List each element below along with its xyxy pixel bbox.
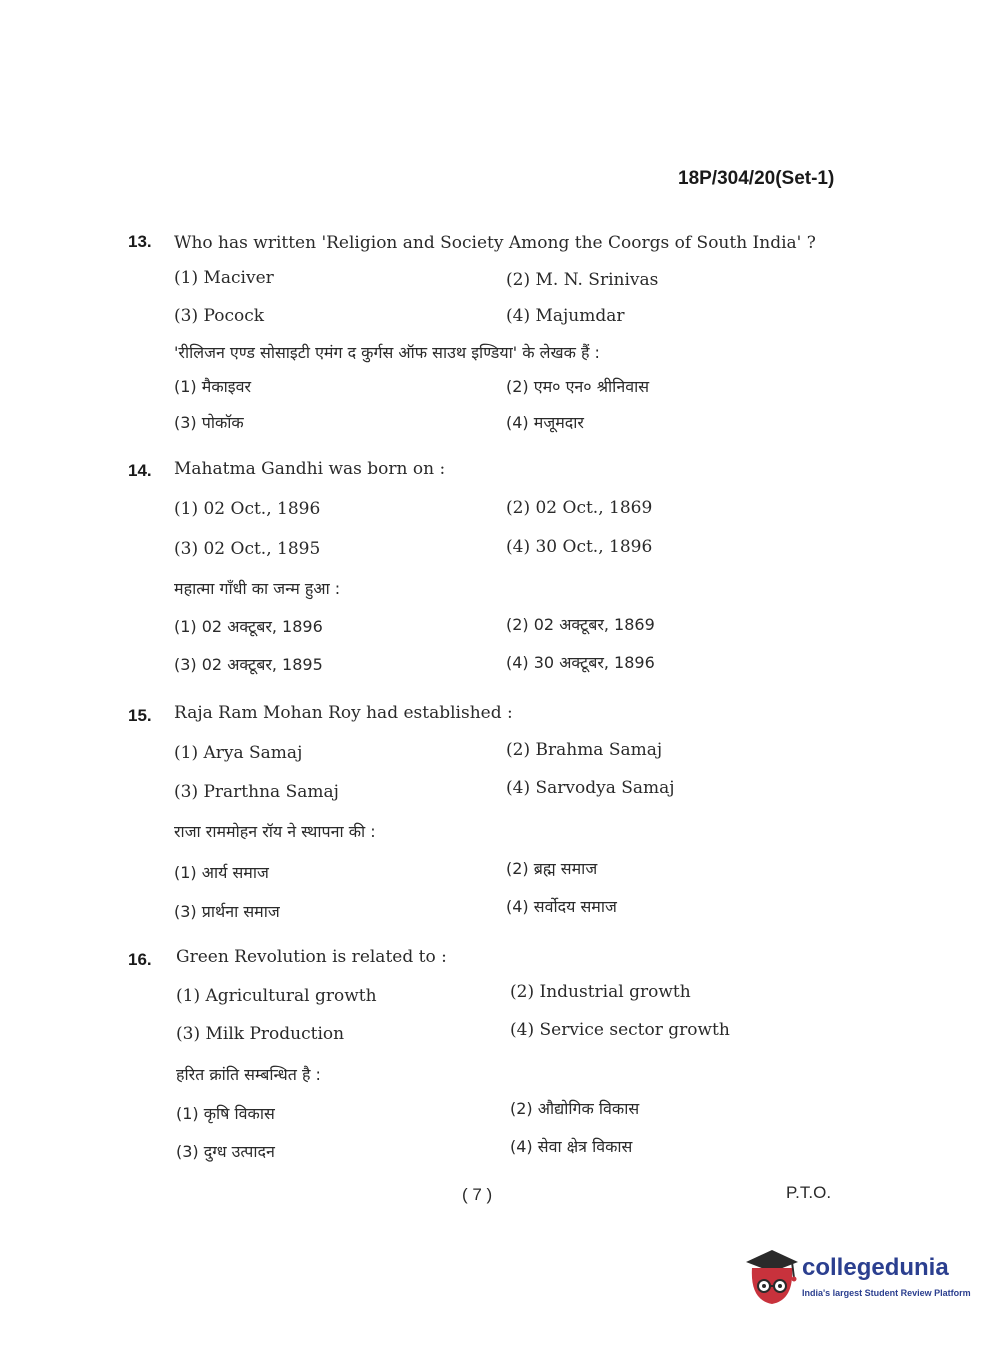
option-4-hi: (4) सर्वोदय समाज [506,897,617,916]
option-2-hi: (2) औद्योगिक विकास [510,1099,640,1118]
option-2-en: (2) Industrial growth [510,982,691,1002]
question-text-en: Green Revolution is related to : [176,947,447,967]
option-1-en: (1) Maciver [174,268,274,288]
option-2-hi: (2) ब्रह्म समाज [506,859,598,878]
option-3-hi: (3) दुग्ध उत्पादन [176,1142,275,1161]
option-1-hi: (1) कृषि विकास [176,1104,275,1123]
option-3-hi: (3) प्रार्थना समाज [174,902,280,921]
question-text-hi: महात्मा गाँधी का जन्म हुआ : [174,579,341,598]
question-number: 14. [128,461,152,480]
mascot-icon [742,1248,802,1312]
page-number: ( 7 ) [462,1185,493,1204]
option-2-hi: (2) 02 अक्टूबर, 1869 [506,615,655,634]
question-text-hi: राजा राममोहन रॉय ने स्थापना की : [174,822,376,841]
option-3-en: (3) Milk Production [176,1024,345,1044]
collegedunia-logo[interactable] [742,1248,972,1312]
option-4-hi: (4) सेवा क्षेत्र विकास [510,1137,633,1156]
option-2-en: (2) Brahma Samaj [506,740,663,760]
option-2-en: (2) 02 Oct., 1869 [506,498,653,518]
option-4-en: (4) Sarvodya Samaj [506,778,675,798]
option-3-en: (3) 02 Oct., 1895 [174,539,321,559]
option-4-hi: (4) मजूमदार [506,413,584,432]
option-3-hi: (3) 02 अक्टूबर, 1895 [174,655,323,674]
question-text-en: Raja Ram Mohan Roy had established : [174,703,513,723]
pto-label: P.T.O. [786,1183,832,1202]
option-1-hi: (1) 02 अक्टूबर, 1896 [174,617,323,636]
option-4-en: (4) Service sector growth [510,1020,730,1040]
question-text-en: Who has written 'Religion and Society Among the Coorgs of South India' ? [174,233,816,253]
question-text-hi: हरित क्रांति सम्बन्धित है : [176,1065,321,1084]
paper-code: 18P/304/20(Set-1) [678,168,835,189]
option-4-en: (4) 30 Oct., 1896 [506,537,653,557]
option-3-en: (3) Prarthna Samaj [174,782,339,802]
option-1-en: (1) Arya Samaj [174,743,303,763]
option-3-en: (3) Pocock [174,306,265,326]
question-number: 13. [128,232,152,251]
option-1-en: (1) 02 Oct., 1896 [174,499,321,519]
option-3-hi: (3) पोकॉक [174,413,244,432]
question-number: 16. [128,950,152,969]
question-number: 15. [128,706,152,725]
option-4-hi: (4) 30 अक्टूबर, 1896 [506,653,655,672]
brand-name: collegedunia [802,1254,949,1281]
question-text-hi: 'रीलिजन एण्ड सोसाइटी एमंग द कुर्गस ऑफ साउथ इण्डिया' के लेखक हैं : [174,343,600,362]
option-1-hi: (1) आर्य समाज [174,863,269,882]
option-2-hi: (2) एम० एन० श्रीनिवास [506,377,650,396]
option-1-en: (1) Agricultural growth [176,986,377,1006]
question-text-en: Mahatma Gandhi was born on : [174,459,446,479]
option-1-hi: (1) मैकाइवर [174,377,252,396]
option-2-en: (2) M. N. Srinivas [506,270,659,290]
option-4-en: (4) Majumdar [506,306,625,326]
brand-tagline: India's largest Student Review Platform [802,1288,971,1298]
